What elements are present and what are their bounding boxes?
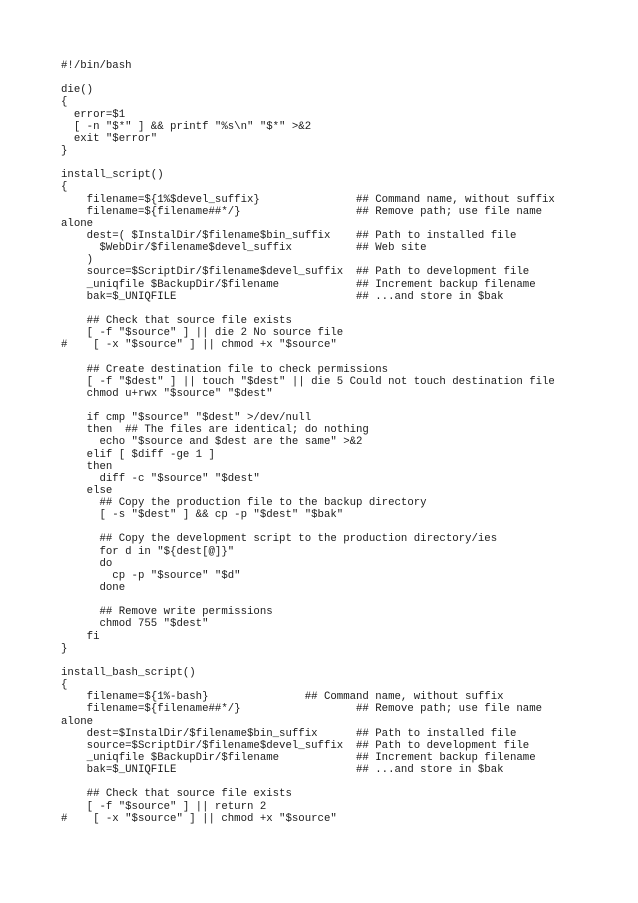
code-line: ## Remove write permissions (61, 606, 273, 619)
code-line: [ -n "$*" ] && printf "%s\n" "$*" >&2 (61, 120, 312, 133)
code-line: install_bash_script() (61, 667, 196, 680)
code-line (61, 400, 631, 412)
code-line: elif [ $diff -ge 1 ] (61, 448, 215, 461)
code-line (61, 776, 631, 788)
code-line: error=$1 (61, 108, 126, 121)
code-line: install_script() (61, 169, 164, 182)
code-line: #!/bin/bash (61, 60, 132, 72)
code-line (61, 594, 631, 606)
code-line: _uniqfile $BackupDir/$filename ## Increment backup filename (61, 278, 536, 291)
code-line (61, 157, 631, 169)
code-line: { (61, 181, 68, 194)
code-line: [ -s "$dest" ] && cp -p "$dest" "$bak" (61, 509, 344, 522)
code-line (61, 72, 631, 84)
code-line: [ -f "$dest" ] || touch "$dest" || die 5 Could not touch destination file (61, 375, 555, 388)
code-line: ) (61, 254, 94, 267)
code-line: } (61, 642, 68, 655)
code-line: dest=( $InstalDir/$filename$bin_suffix ## Path to installed file (61, 229, 517, 242)
code-line: } (61, 144, 68, 157)
code-listing (61, 60, 631, 825)
code-line: diff -c "$source" "$dest" (61, 472, 260, 485)
code-line: [ -f "$source" ] || die 2 No source file (61, 327, 344, 340)
code-line: done (61, 582, 126, 595)
code-line: fi (61, 630, 100, 643)
code-line: # [ -x "$source" ] || chmod +x "$source" (61, 339, 337, 352)
code-line: { (61, 679, 68, 692)
code-line (61, 521, 631, 533)
code-line: filename=${1%-bash} ## Command name, without suffix (61, 691, 504, 704)
code-line: alone (61, 217, 94, 230)
code-line: then (61, 460, 113, 473)
code-line: $WebDir/$filename$devel_suffix ## Web site (61, 242, 427, 255)
code-line: else (61, 484, 113, 497)
code-line: ## Check that source file exists (61, 788, 292, 801)
code-line: _uniqfile $BackupDir/$filename ## Increment backup filename (61, 752, 536, 765)
code-line: bak=$_UNIQFILE ## ...and store in $bak (61, 764, 504, 777)
code-line: echo "$source and $dest are the same" >&2 (61, 436, 363, 449)
code-line (61, 303, 631, 315)
code-line: filename=${filename##*/} ## Remove path; use file name (61, 205, 543, 218)
code-line: # [ -x "$source" ] || chmod +x "$source" (61, 812, 337, 825)
code-line (61, 655, 631, 667)
code-line: die() (61, 84, 94, 97)
code-line: chmod u+rwx "$source" "$dest" (61, 387, 273, 400)
code-line: if cmp "$source" "$dest" >/dev/null (61, 412, 312, 425)
code-line: then ## The files are identical; do nothing (61, 424, 369, 437)
code-line: cp -p "$source" "$d" (61, 569, 241, 582)
code-line: { (61, 96, 68, 109)
code-line: ## Copy the development script to the production directory/ies (61, 533, 498, 546)
code-line: [ -f "$source" ] || return 2 (61, 800, 267, 813)
code-line: ## Copy the production file to the backup directory (61, 497, 427, 510)
code-line: dest=$InstalDir/$filename$bin_suffix ## Path to installed file (61, 727, 517, 740)
code-line: ## Create destination file to check permissions (61, 363, 389, 376)
code-line: ## Check that source file exists (61, 314, 292, 327)
code-line: alone (61, 715, 94, 728)
code-line: bak=$_UNIQFILE ## ...and store in $bak (61, 290, 504, 303)
code-line: exit "$error" (61, 132, 158, 145)
code-line: source=$ScriptDir/$filename$devel_suffix ## Path to development file (61, 739, 530, 752)
code-line (61, 351, 631, 363)
code-line: filename=${1%$devel_suffix} ## Command name, without suffix (61, 193, 555, 206)
code-line: chmod 755 "$dest" (61, 618, 209, 631)
code-line: filename=${filename##*/} ## Remove path; use file name (61, 703, 543, 716)
code-line: source=$ScriptDir/$filename$devel_suffix ## Path to development file (61, 266, 530, 279)
code-line: for d in "${dest[@]}" (61, 545, 235, 558)
code-line: do (61, 557, 113, 570)
